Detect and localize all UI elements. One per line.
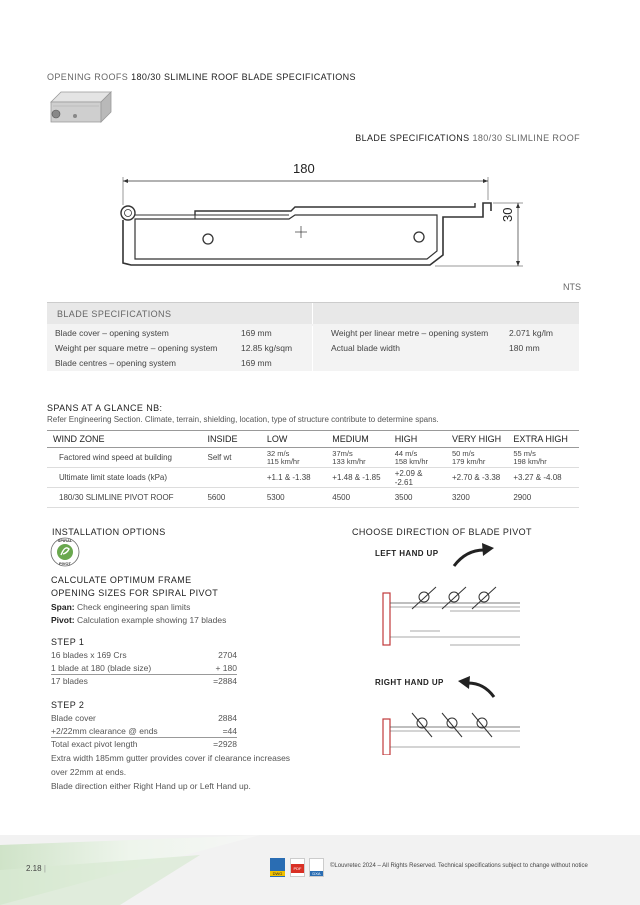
spans-header-row: WIND ZONE INSIDE LOW MEDIUM HIGH VERY HIGH EXTRA HIGH <box>47 431 579 448</box>
spiral-pivot-badge <box>50 537 80 567</box>
page-header <box>47 72 356 82</box>
left-hand-up-arrow-icon <box>450 542 496 570</box>
calc-title-line-1: CALCULATE OPTIMUM FRAME <box>51 575 192 585</box>
right-hand-up-arrow-icon <box>456 673 498 701</box>
right-hand-up-diagram <box>380 705 520 755</box>
dxa-icon[interactable]: DXA <box>309 858 324 877</box>
step2-title: STEP 2 <box>51 700 85 710</box>
cell-wrap: 55 m/s 198 km/hr <box>513 448 547 466</box>
spec-row: Blade centres – opening system 169 mm <box>55 358 272 368</box>
spec-left-column <box>47 326 313 371</box>
note-1: Extra width 185mm gutter provides cover if clearance increases <box>51 753 291 763</box>
blade-photo <box>45 88 113 126</box>
badge-bottom-text: PIVOT <box>58 561 71 566</box>
calc-title <box>51 574 218 600</box>
nts-label: NTS <box>563 282 581 292</box>
page-number: 2.18 | <box>26 864 46 873</box>
right-hand-up-label: RIGHT HAND UP <box>375 678 444 687</box>
list-item: +2/22mm clearance @ ends =44 <box>51 726 237 736</box>
blade-spec-heading-dark: BLADE SPECIFICATIONS <box>355 133 470 143</box>
spans-table <box>47 430 579 508</box>
spans-note: Refer Engineering Section. Climate, terrain, shielding, location, type of structure contribute to determine spans. <box>47 415 439 424</box>
spans-title: SPANS AT A GLANCE NB: <box>47 403 163 413</box>
height-dimension-label: 30 <box>500 207 515 222</box>
header-title: 180/30 SLIMLINE ROOF BLADE SPECIFICATIONS <box>131 72 356 82</box>
list-item: 17 blades =2884 <box>51 676 237 686</box>
table-row: Ultimate limit state loads (kPa) +1.1 & -1.38 +1.48 & -1.85 +2.09 & -2.61 +2.70 & -3.38 +3.27 & -4.08 <box>47 468 579 488</box>
span-text: Check engineering span limits <box>77 602 191 612</box>
blade-profile-drawing <box>115 175 525 275</box>
width-dimension-label: 180 <box>293 161 315 176</box>
list-item: Total exact pivot length =2928 <box>51 739 237 749</box>
list-item: Blade cover 2884 <box>51 713 237 723</box>
note-3: Blade direction either Right Hand up or Left Hand up. <box>51 781 251 791</box>
installation-notes <box>51 751 290 793</box>
list-item: 1 blade at 180 (blade size) + 180 <box>51 663 237 673</box>
spec-right-column <box>313 326 579 371</box>
list-item: 16 blades x 169 Crs 2704 <box>51 650 237 660</box>
note-2: over 22mm at ends. <box>51 767 127 777</box>
table-row: 180/30 SLIMLINE PIVOT ROOF 5600 5300 4500 3500 3200 2900 <box>47 488 579 508</box>
span-label: Span: <box>51 602 75 612</box>
blade-spec-heading <box>355 133 580 143</box>
spec-table-header <box>47 302 579 324</box>
pivot-label: Pivot: <box>51 615 75 625</box>
left-hand-up-diagram <box>380 575 520 650</box>
spec-row: Blade cover – opening system 169 mm <box>55 328 272 338</box>
calc-title-line-2: OPENING SIZES FOR SPIRAL PIVOT <box>51 588 219 598</box>
spec-row: Weight per square metre – opening system 12.85 kg/sqm <box>55 343 293 353</box>
cell-wrap: 44 m/s 158 km/hr <box>394 448 429 466</box>
pdf-icon[interactable]: PDF <box>290 858 305 877</box>
blade-spec-table <box>47 302 579 371</box>
step1-list <box>51 649 237 688</box>
cell-wrap: 32 m/s 115 km/hr <box>266 448 300 466</box>
calc-notes <box>51 601 226 627</box>
blade-spec-heading-light: 180/30 SLIMLINE ROOF <box>472 133 580 143</box>
pivot-text: Calculation example showing 17 blades <box>77 615 227 625</box>
dwg-icon[interactable]: DWG <box>270 858 285 877</box>
badge-top-text: SPIRAL <box>57 538 73 543</box>
spec-table-title: BLADE SPECIFICATIONS <box>47 303 313 324</box>
table-row: Factored wind speed at building Self wt 32 m/s 115 km/hr 37m/s 133 km/hr 44 m/s 158 km/hr 50 m/s 179 km/hr 55 m/s 198 km/hr <box>47 448 579 468</box>
cell-wrap: 50 m/s 179 km/hr <box>451 448 486 466</box>
left-hand-up-label: LEFT HAND UP <box>375 549 439 558</box>
step1-title: STEP 1 <box>51 637 85 647</box>
pivot-direction-title: CHOOSE DIRECTION OF BLADE PIVOT <box>352 527 532 537</box>
step2-list <box>51 712 237 751</box>
cell-wrap: 37m/s 133 km/hr <box>332 448 366 466</box>
installation-title: INSTALLATION OPTIONS <box>52 527 166 537</box>
copyright: ©Louvretec 2024 – All Rights Reserved. Technical specifications subject to change without notice <box>330 863 588 869</box>
header-section: OPENING ROOFS <box>47 72 129 82</box>
spec-row: Weight per linear metre – opening system 2.071 kg/lm <box>331 328 553 338</box>
spec-row: Actual blade width 180 mm <box>331 343 540 353</box>
